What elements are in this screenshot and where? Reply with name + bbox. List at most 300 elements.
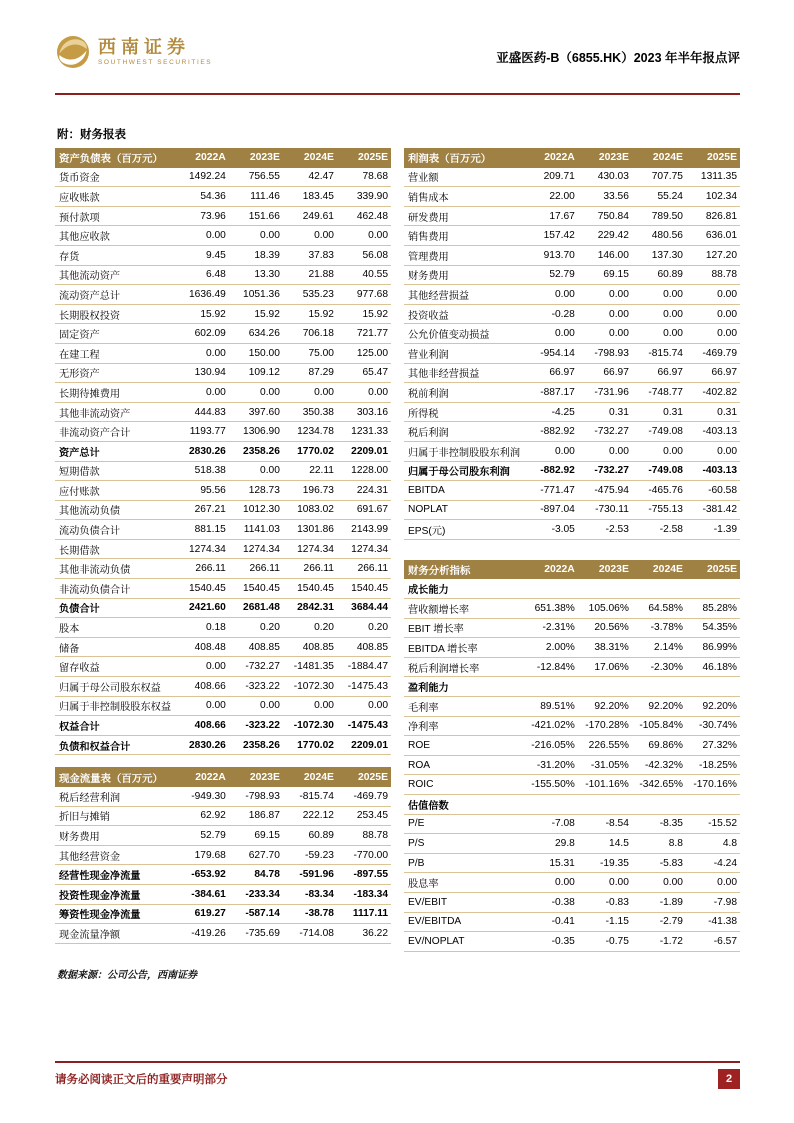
table-row <box>55 579 391 599</box>
cell-value: -42.32% <box>644 759 683 771</box>
cell-value: 88.78 <box>711 269 737 281</box>
cell-value: 535.23 <box>302 288 334 300</box>
cell-value: -8.54 <box>605 818 629 830</box>
row-label: 管理费用 <box>408 251 449 263</box>
cell-value: 0.00 <box>205 347 226 359</box>
cell-value: 27.32% <box>702 740 737 752</box>
table-row <box>404 815 740 835</box>
cell-value: 0.00 <box>717 328 737 340</box>
row-label: 投资性现金净流量 <box>59 890 141 902</box>
cell-value: 60.89 <box>657 269 683 281</box>
brand-logo-icon <box>55 34 91 70</box>
table-row <box>404 207 740 227</box>
cell-value: 42.47 <box>308 171 334 183</box>
table-row <box>55 501 391 521</box>
cell-value: -732.27 <box>594 465 629 477</box>
cell-value: 249.61 <box>302 210 334 222</box>
cell-value: -653.92 <box>191 869 226 881</box>
table-title: 财务分析指标 <box>408 566 471 578</box>
cell-value: 1274.34 <box>351 543 388 555</box>
row-label: 公允价值变动损益 <box>408 330 490 342</box>
cell-value: 2209.01 <box>351 445 388 457</box>
table-row <box>404 619 740 639</box>
table-row <box>55 187 391 207</box>
cell-value: 222.12 <box>302 810 334 822</box>
cell-value: -233.34 <box>245 888 280 900</box>
table-title: 资产负债表（百万元） <box>59 154 163 166</box>
cell-value: 125.00 <box>356 347 388 359</box>
row-label: 其他非流动负债 <box>59 565 131 577</box>
cell-value: 602.09 <box>194 328 226 340</box>
table-row <box>55 638 391 658</box>
cell-value: 462.48 <box>356 210 388 222</box>
cell-value: 102.34 <box>705 190 737 202</box>
cell-value: 88.78 <box>362 829 388 841</box>
cell-value: 14.5 <box>609 837 629 849</box>
cell-value: 40.55 <box>362 269 388 281</box>
table-row <box>404 697 740 717</box>
cell-value: -465.76 <box>648 484 683 496</box>
column-header: 2025E <box>357 152 388 164</box>
cash-flow-table <box>55 767 391 943</box>
cell-value: -1475.43 <box>347 720 388 732</box>
brand <box>55 34 212 70</box>
cell-value: 480.56 <box>651 230 683 242</box>
cell-value: -1.72 <box>659 935 683 947</box>
financial-indicators-table <box>404 560 740 952</box>
cell-value: 2209.01 <box>351 739 388 751</box>
cell-value: -770.00 <box>353 849 388 861</box>
cell-value: 0.00 <box>205 386 226 398</box>
page-footer <box>55 1069 740 1089</box>
row-label: 应付账款 <box>59 486 100 498</box>
table-row <box>404 266 740 286</box>
cell-value: 977.68 <box>356 288 388 300</box>
cell-value: 0.00 <box>663 445 683 457</box>
table-row <box>404 736 740 756</box>
cell-value: -798.93 <box>245 790 280 802</box>
cell-value: -105.84% <box>639 720 683 732</box>
cell-value: 73.96 <box>200 210 226 222</box>
table-row <box>55 618 391 638</box>
cell-value: 33.56 <box>603 190 629 202</box>
cell-value: 0.31 <box>609 406 629 418</box>
table-row <box>404 834 740 854</box>
cell-value: 69.86% <box>648 740 683 752</box>
cell-value: 109.12 <box>248 367 280 379</box>
cell-value: 266.11 <box>303 563 334 575</box>
cell-value: 0.00 <box>717 877 737 889</box>
cell-value: -0.41 <box>551 916 575 928</box>
cell-value: -18.25% <box>699 759 737 771</box>
table-row <box>404 344 740 364</box>
cell-value: 518.38 <box>194 465 226 477</box>
row-label: 在建工程 <box>59 349 100 361</box>
cell-value: -216.05% <box>531 740 575 752</box>
cell-value: 756.55 <box>248 171 280 183</box>
cell-value: 0.20 <box>314 622 334 634</box>
table-row <box>55 442 391 462</box>
row-label: 留存收益 <box>59 663 100 675</box>
cell-value: 22.00 <box>549 190 575 202</box>
cell-value: 0.00 <box>609 445 629 457</box>
cell-value: 1231.33 <box>351 426 388 438</box>
table-row <box>404 677 740 697</box>
cell-value: -1072.30 <box>293 680 334 692</box>
table-row <box>404 520 740 540</box>
cell-value: 1234.78 <box>297 426 334 438</box>
column-header: 2025E <box>706 564 737 576</box>
cell-value: 1492.24 <box>188 171 226 183</box>
table-header-row <box>404 560 740 580</box>
cell-value: -748.77 <box>648 386 683 398</box>
cell-value: 826.81 <box>705 210 737 222</box>
row-label: EV/NOPLAT <box>408 935 465 947</box>
cell-value: 397.60 <box>248 406 280 418</box>
cell-value: 1274.34 <box>297 543 334 555</box>
cell-value: -798.93 <box>594 347 629 359</box>
row-label: 其他经营损益 <box>408 290 470 302</box>
table-row <box>55 344 391 364</box>
cell-value: 62.92 <box>200 810 226 822</box>
cell-value: 87.29 <box>308 367 334 379</box>
cell-value: -2.31% <box>542 622 575 634</box>
cell-value: -749.08 <box>648 426 683 438</box>
cell-value: -954.14 <box>540 347 575 359</box>
table-row <box>55 905 391 925</box>
cell-value: 627.70 <box>248 849 280 861</box>
row-label: EV/EBITDA <box>408 916 462 928</box>
table-row <box>404 187 740 207</box>
cell-value: 1012.30 <box>243 504 280 516</box>
row-label: ROA <box>408 759 431 771</box>
cell-value: -749.08 <box>648 465 683 477</box>
cell-value: -587.14 <box>245 908 280 920</box>
cell-value: -732.27 <box>245 661 280 673</box>
cell-value: 2143.99 <box>351 524 388 536</box>
cell-value: -882.92 <box>540 426 575 438</box>
cell-value: -38.78 <box>305 908 334 920</box>
column-header: 2025E <box>357 771 388 783</box>
cell-value: -0.35 <box>551 935 575 947</box>
cell-value: -771.47 <box>540 484 575 496</box>
table-row <box>55 885 391 905</box>
table-header-row <box>55 767 391 787</box>
table-row <box>404 305 740 325</box>
cell-value: 430.03 <box>597 171 629 183</box>
row-label: 储备 <box>59 643 80 655</box>
cell-value: 66.97 <box>549 367 575 379</box>
table-row <box>404 775 740 795</box>
table-row <box>404 873 740 893</box>
cell-value: 157.42 <box>543 230 575 242</box>
table-row <box>404 658 740 678</box>
cell-value: 128.73 <box>248 484 280 496</box>
table-row <box>55 364 391 384</box>
row-label: 权益合计 <box>59 722 100 734</box>
cell-value: 36.22 <box>362 927 388 939</box>
cell-value: 2358.26 <box>243 445 280 457</box>
row-label: 非流动资产合计 <box>59 428 131 440</box>
cell-value: -2.79 <box>659 916 683 928</box>
cell-value: 20.56% <box>594 622 629 634</box>
cell-value: -342.65% <box>639 779 683 791</box>
row-label: 归属于母公司股东权益 <box>59 682 161 694</box>
table-row <box>404 226 740 246</box>
cell-value: -421.02% <box>531 720 575 732</box>
table-row <box>404 599 740 619</box>
cell-value: 1540.45 <box>243 582 280 594</box>
row-label: EBITDA <box>408 484 445 496</box>
cell-value: 52.79 <box>200 829 226 841</box>
cell-value: 0.00 <box>205 700 226 712</box>
cell-value: 17.67 <box>549 210 575 222</box>
row-label: 其他非流动资产 <box>59 408 131 420</box>
cell-value: -19.35 <box>599 857 629 869</box>
row-label: 销售成本 <box>408 192 449 204</box>
cell-value: 84.78 <box>254 869 280 881</box>
cell-value: -3.05 <box>551 524 575 536</box>
row-label: 现金流量净额 <box>59 929 121 941</box>
cell-value: 13.30 <box>254 269 280 281</box>
table-row <box>55 246 391 266</box>
cell-value: 0.20 <box>260 622 280 634</box>
table-row <box>404 442 740 462</box>
cell-value: -101.16% <box>585 779 629 791</box>
row-label: EPS(元) <box>408 526 446 538</box>
row-label: 应收账款 <box>59 192 100 204</box>
cell-value: 0.00 <box>609 877 629 889</box>
cell-value: -1481.35 <box>293 661 334 673</box>
cell-value: 0.31 <box>717 406 737 418</box>
cell-value: -714.08 <box>299 927 334 939</box>
cell-value: 0.00 <box>554 288 575 300</box>
page-header <box>55 34 740 70</box>
table-row <box>55 807 391 827</box>
row-label: EBITDA 增长率 <box>408 644 478 656</box>
brand-name: 西南证券 <box>98 36 190 57</box>
cell-value: 46.18% <box>702 661 737 673</box>
cell-value: 721.77 <box>356 328 388 340</box>
cell-value: 52.79 <box>549 269 575 281</box>
cell-value: 0.00 <box>663 328 683 340</box>
row-label: 归属于非控制股股东权益 <box>59 702 172 714</box>
table-row <box>55 559 391 579</box>
row-label: 其他非经营损益 <box>408 369 480 381</box>
table-header-row <box>55 148 391 168</box>
cell-value: 266.11 <box>249 563 280 575</box>
cell-value: 1540.45 <box>188 582 226 594</box>
cell-value: -897.04 <box>540 504 575 516</box>
row-label: 税后利润 <box>408 428 449 440</box>
cell-value: 179.68 <box>194 849 226 861</box>
cell-value: 636.01 <box>705 230 737 242</box>
cell-value: 1770.02 <box>297 445 334 457</box>
cell-value: 196.73 <box>302 484 334 496</box>
cell-value: -1072.30 <box>293 720 334 732</box>
table-row <box>55 324 391 344</box>
cell-value: 209.71 <box>543 171 575 183</box>
cell-value: 1770.02 <box>297 739 334 751</box>
cell-value: 0.00 <box>260 230 280 242</box>
table-row <box>55 697 391 717</box>
cell-value: 92.20% <box>648 700 683 712</box>
cell-value: 1083.02 <box>297 504 334 516</box>
row-label: 存货 <box>59 251 80 263</box>
cell-value: 15.31 <box>549 857 575 869</box>
table-row <box>404 246 740 266</box>
cell-value: -730.11 <box>595 504 629 516</box>
cell-value: -83.34 <box>305 888 334 900</box>
table-row <box>55 924 391 944</box>
table-title: 利润表（百万元） <box>408 154 492 166</box>
cell-value: -1.89 <box>659 896 683 908</box>
cell-value: -0.83 <box>605 896 629 908</box>
cell-value: -403.13 <box>702 465 737 477</box>
cell-value: 1141.03 <box>243 524 280 536</box>
cell-value: 92.20% <box>702 700 737 712</box>
table-row <box>404 501 740 521</box>
cell-value: 66.97 <box>711 367 737 379</box>
cell-value: 267.21 <box>194 504 226 516</box>
column-header: 2023E <box>598 152 629 164</box>
row-label: 负债合计 <box>59 604 100 616</box>
cell-value: 69.15 <box>603 269 629 281</box>
cell-value: -323.22 <box>245 720 280 732</box>
content <box>55 148 740 981</box>
row-label: 货币资金 <box>59 173 100 185</box>
cell-value: -381.42 <box>702 504 737 516</box>
cell-value: -1475.43 <box>347 680 388 692</box>
cell-value: 92.20% <box>594 700 629 712</box>
cell-value: 691.67 <box>356 504 388 516</box>
cell-value: -384.61 <box>191 888 226 900</box>
row-label: ROIC <box>408 779 434 791</box>
cell-value: 21.88 <box>308 269 334 281</box>
table-header-row <box>404 148 740 168</box>
row-label: 归属于母公司股东利润 <box>408 467 510 479</box>
row-label: 税后经营利润 <box>59 792 121 804</box>
table-row <box>55 657 391 677</box>
row-label: 税后利润增长率 <box>408 663 480 675</box>
table-row <box>55 716 391 736</box>
cell-value: 66.97 <box>603 367 629 379</box>
row-label: 成长能力 <box>408 585 449 597</box>
cell-value: -60.58 <box>708 484 737 496</box>
cell-value: 9.45 <box>205 249 226 261</box>
column-header: 2024E <box>303 771 334 783</box>
cell-value: -735.69 <box>245 927 280 939</box>
column-header: 2023E <box>598 564 629 576</box>
cell-value: 0.00 <box>663 877 683 889</box>
cell-value: -897.55 <box>353 869 388 881</box>
cell-value: 0.00 <box>205 230 226 242</box>
cell-value: 881.15 <box>194 524 226 536</box>
cell-value: 619.27 <box>194 908 226 920</box>
row-label: 非流动负债合计 <box>59 584 131 596</box>
cell-value: 2421.60 <box>188 602 226 614</box>
cell-value: -12.84% <box>536 661 575 673</box>
cell-value: 54.35% <box>702 622 737 634</box>
row-label: 流动资产总计 <box>59 290 121 302</box>
section-label: 附：财务报表 <box>57 129 126 141</box>
cell-value: -6.57 <box>713 935 737 947</box>
cell-value: 0.00 <box>609 288 629 300</box>
cell-value: 750.84 <box>597 210 629 222</box>
cell-value: 0.00 <box>260 465 280 477</box>
cell-value: 1306.90 <box>243 426 280 438</box>
row-label: 长期待摊费用 <box>59 388 121 400</box>
cell-value: -5.83 <box>659 857 683 869</box>
row-label: 营收额增长率 <box>408 604 470 616</box>
cell-value: -732.27 <box>594 426 629 438</box>
column-header: 2022A <box>544 152 575 164</box>
cell-value: 0.00 <box>314 230 334 242</box>
cell-value: 913.70 <box>543 249 575 261</box>
cell-value: 408.85 <box>302 641 334 653</box>
income-statement-table <box>404 148 740 540</box>
cell-value: 0.20 <box>368 622 388 634</box>
cell-value: 66.97 <box>657 367 683 379</box>
table-row <box>55 305 391 325</box>
cell-value: 224.31 <box>356 484 388 496</box>
cell-value: 0.00 <box>205 661 226 673</box>
cell-value: -170.28% <box>585 720 629 732</box>
cell-value: 651.38% <box>534 602 575 614</box>
row-label: 净利率 <box>408 722 439 734</box>
source-note: 数据来源：公司公告，西南证券 <box>57 969 197 981</box>
cell-value: 1228.00 <box>351 465 388 477</box>
cell-value: -815.74 <box>648 347 683 359</box>
cell-value: 2830.26 <box>188 739 226 751</box>
table-row <box>55 285 391 305</box>
cell-value: 1540.45 <box>351 582 388 594</box>
brand-subtitle: SOUTHWEST SECURITIES <box>98 59 213 67</box>
cell-value: 8.8 <box>668 837 683 849</box>
table-row <box>55 540 391 560</box>
cell-value: 408.48 <box>194 641 226 653</box>
row-label: 折旧与摊销 <box>59 812 110 824</box>
table-row <box>404 717 740 737</box>
cell-value: -469.79 <box>702 347 737 359</box>
cell-value: 1274.34 <box>188 543 226 555</box>
cell-value: 350.38 <box>302 406 334 418</box>
cell-value: 253.45 <box>356 810 388 822</box>
cell-value: 38.31% <box>594 642 629 654</box>
cell-value: 183.45 <box>302 190 334 202</box>
cell-value: 60.89 <box>308 829 334 841</box>
row-label: 负债和权益合计 <box>59 741 131 753</box>
column-header: 2023E <box>249 152 280 164</box>
row-label: 经营性现金净流量 <box>59 871 141 883</box>
table-row <box>55 787 391 807</box>
cell-value: 127.20 <box>705 249 737 261</box>
cell-value: 55.24 <box>657 190 683 202</box>
cell-value: 15.92 <box>200 308 226 320</box>
cell-value: 0.00 <box>717 445 737 457</box>
cell-value: -3.78% <box>650 622 683 634</box>
cell-value: -2.58 <box>659 524 683 536</box>
cell-value: 29.8 <box>554 837 575 849</box>
right-column <box>404 148 740 981</box>
table-row <box>55 599 391 619</box>
cell-value: -475.94 <box>594 484 629 496</box>
row-label: 股本 <box>59 624 80 636</box>
cell-value: -949.30 <box>191 790 226 802</box>
cell-value: -15.52 <box>708 818 737 830</box>
cell-value: 2842.31 <box>297 602 334 614</box>
table-row <box>404 324 740 344</box>
